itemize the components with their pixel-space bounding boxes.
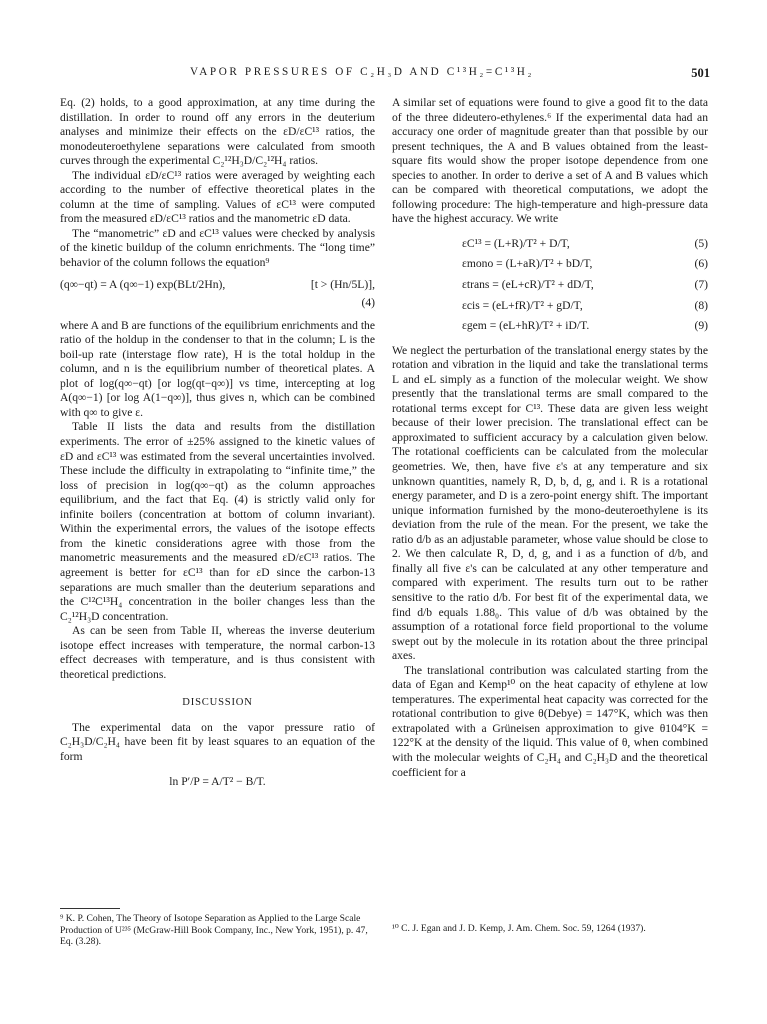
paragraph: A similar set of equations were found to give a good fit to the data of the three dideutero-ethylenes.⁶ If the experimental data had an accuracy one order of magnitude greater than that possible by our present techniques, the A and B values obtained from the least-square fits would show the proper isotope dependence from one species to another. In order to derive a set of A and B values which can be compared with theoretical computations, we adopt the following procedure: The high-temperature and high-pressure data have the highest accuracy. We write	[392, 96, 708, 226]
paragraph: Eq. (2) holds, to a good approximation, at any time during the distillation. In order to round off any errors in the deuterium analyses and minimize their effects on the εD/εC¹³ ratios, the monodeuteroethylene separations were calculated from smooth curves through the experimental C₂¹²H₃D/C₂¹²H₄ ratios.	[60, 96, 375, 168]
equation-7: εtrans = (eL+cR)/T² + dD/T, (7)	[462, 278, 708, 292]
left-column	[60, 96, 375, 796]
equation-4-condition: [t > (Hn/5L)],	[310, 277, 375, 291]
equation-9: εgem = (eL+hR)/T² + iD/T. (9)	[462, 319, 708, 333]
page-number: 501	[691, 66, 710, 80]
paragraph: Table II lists the data and results from the distillation experiments. The error of ±25% assigned to the kinetic values of εD and εC¹³ was estimated from the several uncertainties involved. These include the difficulty in extrapolating to “infinite time,” the loss of precision in log(q∞−qt) as the column approaches equilibrium, and the fact that Eq. (4) is strictly valid only for infinite boilers (concentration at bottom of column invariant). Within the experimental errors, the values of the isotope effects from the kinetic considerations agree with those from the manometric measurements and the measured εD/εC¹³ ratios. The agreement is better for εC¹³ than for εD since the carbon-13 separations are much smaller than the deuterium separations and the C¹²C¹³H₄ concentration in the boiler changes less than the C₂¹²H₃D concentration.	[60, 420, 375, 623]
paragraph: We neglect the perturbation of the translational energy states by the rotation and vibration in the liquid and take the translational terms L and eL simply as a function of the molecular weight. We show presently that the translational terms are small compared to the rotational terms except for C¹³. These data are given less weight because of their lower precision. The translational effect can be approximated to sufficient accuracy by a calculation given below. The rotational coefficients can be calculated from the molecular geometries. We, then, have five ε's at any temperature and six unknown quantities, namely R, D, b, d, g, and i. R is a rotational energy parameter, and D is a zero-point energy shift. The important unique information furnished by the mono-deuteroethylene is its deviation from the rule of the mean. For the present, we take the ratio d/b as an adjustable parameter, whose value should be close to 2. We then calculate R, D, d, g, and i as a function of d/b, and finally all five ε's can be calculated at any other temperature and compared with experiment. The results turn out to be rather sensitive to the ratio d/b. For best fit of the experimental data, we find d/b equals 1.88₀. This value of d/b was obtained by the assumption of a rotational force field proportional to the volume swept out by the molecule in its rotation about the three principal axes.	[392, 343, 708, 663]
page-header	[60, 66, 710, 82]
footnote-10: ¹⁰ C. J. Egan and J. D. Kemp, J. Am. Chem. Soc. 59, 1264 (1937).	[392, 923, 646, 934]
paragraph: The “manometric” εD and εC¹³ values were checked by analysis of the kinetic buildup of the column enrichments. The “long time” behavior of the column follows the equation⁹	[60, 226, 375, 270]
right-column	[392, 96, 708, 780]
paragraph: The experimental data on the vapor pressure ratio of C₂H₃D/C₂H₄ have been fit by least squares to an equation of the form	[60, 720, 375, 763]
footnotes-left	[60, 908, 375, 948]
footnote-9: ⁹ K. P. Cohen, The Theory of Isotope Separation as Applied to the Large Scale Production of U²³⁵ (McGraw-Hill Book Company, Inc., New York, 1951), p. 47, Eq. (3.28).	[60, 913, 368, 948]
equation-5: εC¹³ = (L+R)/T² + D/T, (5)	[462, 236, 708, 250]
paragraph: where A and B are functions of the equilibrium enrichments and the ratio of the holdup in the condenser to that in the column; L is the boil-up rate (interstage flow rate), H is the total holdup in the column, and n is the equilibrium number of theoretical plates. A plot of log(q∞−qt) [or log(qt−q∞)] vs time, intercepting at log A(q∞−1) [or log A(1−q∞)], thus gives n, which can be combined with q∞ to give ε.	[60, 318, 375, 419]
equation-number: (4)	[361, 296, 375, 310]
equation-6: εmono = (L+aR)/T² + bD/T, (6)	[462, 257, 708, 271]
equation-form: ln P′/P = A/T² − B/T.	[169, 774, 266, 788]
paragraph: As can be seen from Table II, whereas the inverse deuterium isotope effect increases with temperature, the normal carbon-13 effect decreases with temperature, and is thus consistent with theoretical predictions.	[60, 624, 375, 681]
footnote-rule	[60, 908, 120, 909]
paragraph: The translational contribution was calculated starting from the data of Egan and Kemp¹⁰ on the heat capacity of ethylene at low temperatures. The experimental heat capacity was corrected for the rotational contribution to give θ(Debye) = 147°K, which was then extrapolated with a Grüneisen approximation to give θ104°K = 122°K at the density of the liquid. This value of θ, when combined with the molecular weights of C₂H₄ and C₂H₃D and the theoretical coefficient for a	[392, 663, 708, 779]
section-heading: DISCUSSION	[182, 697, 253, 709]
paragraph: The individual εD/εC¹³ ratios were averaged by weighting each according to the number of effective theoretical plates in the column at the time of sampling. Values of εC¹³ were computed from the measured εD/εC¹³ ratios and the manometric εD data.	[60, 168, 375, 226]
equation-4-main: (q∞−qt) = A (q∞−1) exp(BLt/2Hn),	[60, 277, 226, 291]
equation-8: εcis = (eL+fR)/T² + gD/T, (8)	[462, 298, 708, 312]
running-head: VAPOR PRESSURES OF C₂H₃D AND C¹³H₂=C¹³H₂	[190, 66, 534, 78]
footnotes-right	[392, 908, 708, 935]
equation-4	[60, 278, 375, 311]
